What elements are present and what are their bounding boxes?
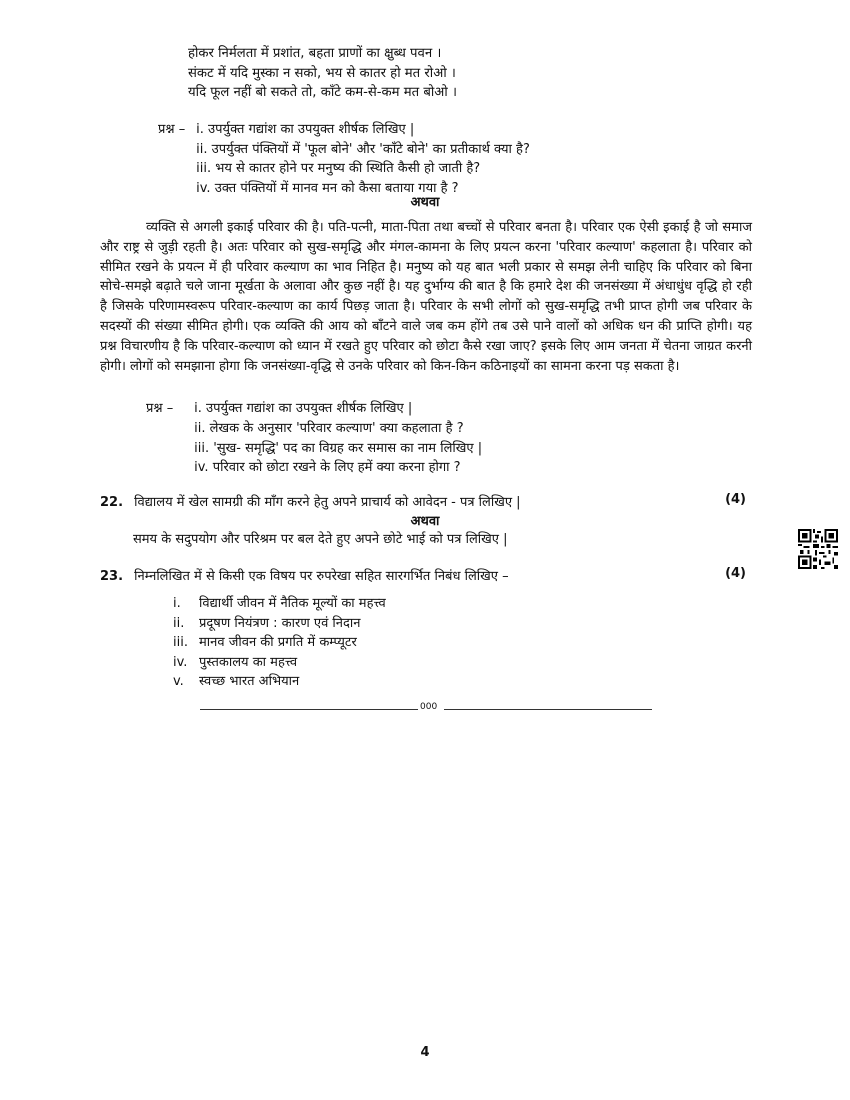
question-text: भय से कातर होने पर मनुष्य की स्थिति कैसी हो जाती है? xyxy=(215,161,481,176)
question-set-2 xyxy=(146,399,482,478)
passage-paragraph: व्यक्ति से अगली इकाई परिवार की है। पति-पत्नी, माता-पिता तथा बच्चों से परिवार बनता है। परिवार एक ऐसी इकाई है जो समाज और राष्ट्र से जुड़ी रहती है। अतः परिवार को सुख-समृद्धि और मंगल-कामना के लिए प्रयत्न करना 'परिवार कल्याण' कहलाता है। परिवार को सीमित रखने के प्रयत्न में ही परिवार कल्याण का भाव निहित है। मनुष्य को यह बात भली प्रकार से समझ लेनी चाहिए कि परिवार को बिना सोचे-समझे बढ़ाते चले जाना मूर्खता के अलावा और कुछ नहीं है। यह दुर्भाग्य की बात है कि हमारे देश की जनसंख्या में अंधाधुंध वृद्धि हो रही है जिसके परिणामस्वरूप परिवार-कल्याण का कार्य पिछड़ जाता है। परिवार के सभी लोगों को सुख-समृद्धि तभी प्राप्त होगी जब परिवार के सदस्यों की संख्या सीमित होगी। एक व्यक्ति की आय को बाँटने वाले जब कम होंगे तब उसे पाने वालों को अधिक धन की प्राप्ति होगी। यह प्रश्न विचारणीय है कि परिवार-कल्याण को ध्यान में रखते हुए परिवार को छोटा कैसे रखा जाए? इसके लिए आम जनता में चेतना जाग्रत करनी होगी। लोगों को समझाना होगा कि जनसंख्या-वृद्धि से उनके परिवार को किन-किन कठिनाइयों का सामना करना पड़ सकता है। xyxy=(100,220,752,374)
question-text: निम्नलिखित में से किसी एक विषय पर रुपरेखा सहित सारगर्भित निबंध लिखिए – xyxy=(134,569,509,584)
question-item xyxy=(158,159,530,179)
list-item: i. विद्यार्थी जीवन में नैतिक मूल्यों का महत्त्व xyxy=(173,596,386,611)
question-22-alternative: समय के सदुपयोग और परिश्रम पर बल देते हुए अपने छोटे भाई को पत्र लिखिए | xyxy=(133,532,508,547)
question-label: प्रश्न – xyxy=(146,401,174,416)
question-number: ii. xyxy=(196,141,208,157)
question-22 xyxy=(100,492,750,510)
question-number: iii. xyxy=(194,440,210,456)
or-heading: अथवा xyxy=(410,514,440,529)
marks-badge: (4) xyxy=(725,492,746,507)
list-item: ii. प्रदूषण नियंत्रण : कारण एवं निदान xyxy=(173,615,361,631)
question-text: विद्यालय में खेल सामग्री की माँग करने हेतु अपने प्राचार्य को आवेदन - पत्र लिखिए | xyxy=(134,495,521,510)
divider-line xyxy=(200,709,418,710)
question-number: i. xyxy=(194,401,202,416)
poem-line: यदि फूल नहीं बो सकते तो, काँटे कम-से-कम मत बोओ । xyxy=(188,85,457,100)
question-23 xyxy=(100,566,750,584)
question-text: उपर्युक्त गद्यांश का उपयुक्त शीर्षक लिखिए | xyxy=(208,122,415,137)
question-text: लेखक के अनुसार 'परिवार कल्याण' क्या कहलाता है ? xyxy=(209,420,464,436)
question-text: उपर्युक्त गद्यांश का उपयुक्त शीर्षक लिखिए | xyxy=(206,401,413,416)
list-item: iv. पुस्तकालय का महत्त्व xyxy=(173,654,298,670)
question-text: उपर्युक्त पंक्तियों में 'फूल बोने' और 'काँटे बोने' का प्रतीकार्थ क्या है? xyxy=(211,141,530,157)
question-number: iv. xyxy=(196,180,211,196)
question-number: 22. xyxy=(100,495,124,510)
question-item xyxy=(146,399,482,419)
question-item xyxy=(146,458,482,478)
question-text: परिवार को छोटा रखने के लिए हमें क्या करना होगा ? xyxy=(212,460,461,476)
poem-line: संकट में यदि मुस्का न सको, भय से कातर हो मत रोओ । xyxy=(188,65,456,81)
question-number: iii. xyxy=(196,161,212,176)
list-item: v. स्वच्छ भारत अभियान xyxy=(173,674,300,689)
marks-badge: (4) xyxy=(725,566,746,581)
qr-code-icon xyxy=(798,529,838,569)
question-item xyxy=(158,140,530,160)
question-number: i. xyxy=(196,122,204,137)
question-item xyxy=(158,120,530,140)
question-set-1 xyxy=(158,120,530,198)
question-item xyxy=(146,439,482,459)
question-number: 23. xyxy=(100,569,124,584)
divider-line xyxy=(444,709,652,710)
question-label: प्रश्न – xyxy=(158,122,186,137)
question-item xyxy=(146,419,482,439)
list-item: iii. मानव जीवन की प्रगति में कम्प्यूटर xyxy=(173,635,357,650)
divider-mark: 000 xyxy=(420,702,438,712)
poem-block xyxy=(188,44,457,103)
question-text: उक्त पंक्तियों में मानव मन को कैसा बताया गया है ? xyxy=(214,180,459,196)
question-number: iv. xyxy=(194,460,209,476)
poem-line: होकर निर्मलता में प्रशांत, बहता प्राणों का क्षुब्ध पवन । xyxy=(188,46,442,61)
end-divider xyxy=(200,702,652,716)
question-text: 'सुख- समृद्धि' पद का विग्रह कर समास का नाम लिखिए | xyxy=(213,440,483,456)
or-heading: अथवा xyxy=(410,195,440,210)
question-number: ii. xyxy=(194,420,206,436)
page-number: 4 xyxy=(420,1045,430,1060)
essay-topics-list xyxy=(173,594,386,692)
